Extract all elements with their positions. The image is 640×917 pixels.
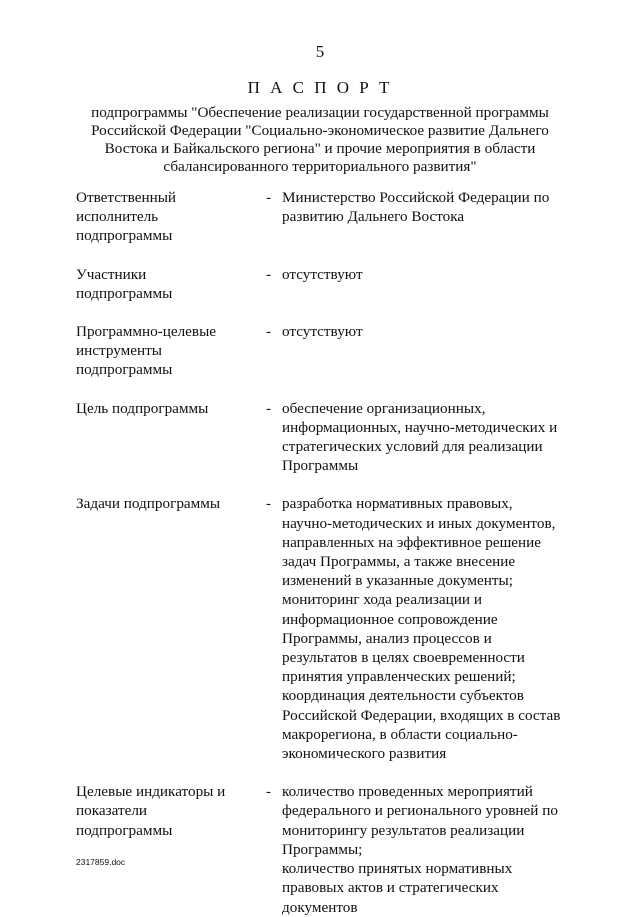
row-dash: - xyxy=(266,399,272,417)
page-number: 5 xyxy=(315,42,325,61)
row-label: Цель подпрограммы xyxy=(76,399,209,417)
row-dash: - xyxy=(266,189,272,206)
row-dash: - xyxy=(266,783,272,801)
row-value: количество проведенных мероприятий федерального и регионального уровней по мониторингу результатов реализации Программы; количество принятых нормативных правовых актов и стратегических документов xyxy=(282,783,558,916)
row-value: обеспечение организационных, информационных, научно-методических и стратегических условий для реализации Программы xyxy=(282,399,558,475)
subtitle-line: подпрограммы "Обеспечение реализации государственной программы xyxy=(91,104,549,121)
row-label: Целевые индикаторы и показатели подпрограммы xyxy=(76,783,226,839)
passport-row xyxy=(76,188,576,246)
row-dash: - xyxy=(266,495,272,513)
passport-row xyxy=(76,399,576,476)
row-value: отсутствуют xyxy=(282,323,363,341)
subtitle-line: сбалансированного территориального развития" xyxy=(163,158,477,175)
file-name-footer: 2317859.doc xyxy=(76,857,126,867)
row-label: Задачи подпрограммы xyxy=(76,495,221,513)
row-value: разработка нормативных правовых, научно-методических и иных документов, направленных на эффективное решение задач Программы, а также внесение изменений в указанные документы; мониторинг хода реализации и информационное сопровождение Программы, анализ процессов и результатов в целях своевременности принятия управленческих решений; координация деятельности субъектов Российской Федерации, входящих в состав макрорегиона, в области социально- экономического развития xyxy=(282,495,561,763)
passport-table xyxy=(76,188,576,917)
passport-row xyxy=(76,322,576,380)
row-label: Участники подпрограммы xyxy=(76,265,173,302)
row-dash: - xyxy=(266,265,272,283)
row-value: отсутствуют xyxy=(282,265,363,283)
passport-row xyxy=(76,494,576,763)
row-value: Министерство Российской Федерации по развитию Дальнего Востока xyxy=(282,189,550,226)
subtitle-line: Российской Федерации "Социально-экономическое развитие Дальнего xyxy=(91,122,549,139)
row-dash: - xyxy=(266,323,272,341)
passport-row xyxy=(76,265,576,303)
subtitle-line: Востока и Байкальского региона" и прочие мероприятия в области xyxy=(104,140,536,157)
document-subtitle xyxy=(76,104,564,176)
row-label: Ответственный исполнитель подпрограммы xyxy=(76,189,177,245)
row-label: Программно-целевые инструменты подпрограммы xyxy=(76,323,217,379)
passport-row xyxy=(76,782,576,916)
document-title: П А С П О Р Т xyxy=(247,78,393,97)
